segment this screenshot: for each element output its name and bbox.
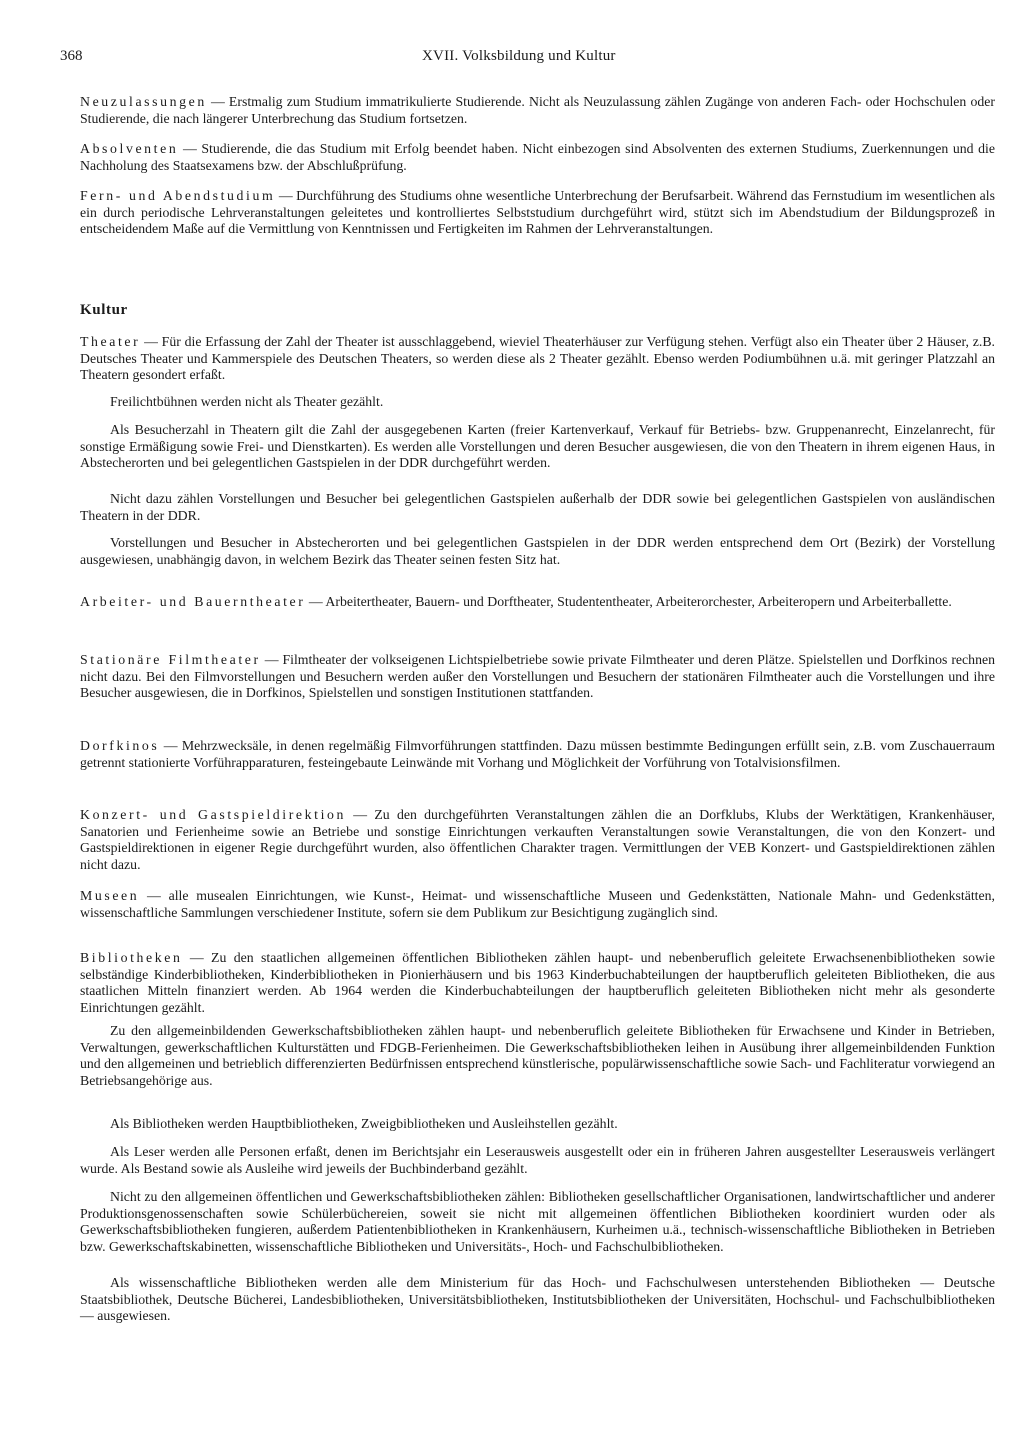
definition-museen [80, 888, 995, 921]
paragraph: Als Bibliotheken werden Hauptbibliotheken, Zweigbibliotheken und Ausleihstellen gezählt. [110, 1116, 618, 1131]
paragraph: Nicht zu den allgemeinen öffentlichen und Gewerkschaftsbibliotheken zählen: Bibliotheken gesellschaftlicher Organisationen, landwirtschaftlicher und anderer Produktionsgenossenschaften sowie Schülerbüchereien, soweit sie nicht mit allgemeinen öffentlichen Bibliotheken koordiniert wurden oder als Gewerkschaftsbibliotheken fungieren, außerdem Patientenbibliotheken in Krankenhäusern, Kurheimen u.ä., technisch-wissenschaftliche Bibliotheken in Betrieben bzw. Gewerkschaftskabinetten, wissenschaftliche Bibliotheken und Universitäts-, Hoch- und Fachschulbibliotheken. [80, 1189, 995, 1254]
definition-arbeiter-und-bauerntheater [80, 594, 995, 611]
definition-neuzulassungen [80, 94, 995, 127]
definition-stationaere-filmtheater [80, 652, 995, 702]
definition-konzert-und-gastspieldirektion [80, 807, 995, 873]
definition-text: — Studierende, die das Studium mit Erfolg beendet haben. Nicht einbezogen sind Absolventen des externen Studiums, Zuerkennungen und die Nachholung des Staatsexamens bzw. der Abschlußprüfung. [80, 141, 995, 173]
paragraph: Als wissenschaftliche Bibliotheken werden alle dem Ministerium für das Hoch- und Fachschulwesen unterstehenden Bibliotheken — Deutsche Staatsbibliothek, Deutsche Bücherei, Landesbibliotheken, Universitätsbibliotheken, Institutsbibliotheken der Universitäten, Hochschul- und Fachschulbibliotheken — ausgewiesen. [80, 1275, 995, 1324]
section-heading-kultur: Kultur [80, 302, 128, 318]
definition-text: — Erstmalig zum Studium immatrikulierte Studierende. Nicht als Neuzulassung zählen Zugänge von anderen Fach- oder Hochschulen oder Studierende, die nach längerer Unterbrechung das Studium fortsetzen. [80, 94, 995, 126]
paragraph: Als Leser werden alle Personen erfaßt, denen im Berichtsjahr ein Leserausweis ausgestellt oder ein in früheren Jahren ausgestellter Leserausweis verlängert wurde. Als Bestand sowie als Ausleihe wird jeweils der Buchbinderband gezählt. [80, 1144, 995, 1176]
term-neuzulassungen: Neuzulassungen [80, 94, 207, 109]
definition-text: — Mehrzwecksäle, in denen regelmäßig Filmvorführungen stattfinden. Dazu müssen bestimmte Bedingungen erfüllt sein, z.B. vom Zuschauerraum getrennt stationierte Vorführapparaturen, festeingebaute Leinwände mit Vorhang und Möglichkeit der Vorführung von Totalvisionsfilmen. [80, 738, 995, 770]
term-theater: Theater [80, 334, 141, 349]
term-fern-und-abendstudium: Fern- und Abendstudium [80, 188, 276, 203]
definition-text: — alle musealen Einrichtungen, wie Kunst-, Heimat- und wissenschaftliche Museen und Gedenkstätten, Nationale Mahn- und Gedenkstätten, wissenschaftliche Sammlungen verschiedener Institute, sofern sie dem Publikum zur Besichtigung zugänglich sind. [80, 888, 995, 920]
paragraph: Zu den allgemeinbildenden Gewerkschaftsbibliotheken zählen haupt- und nebenberuflich geleitete Bibliotheken für Erwachsene und Kinder in Betrieben, Verwaltungen, gewerkschaftlichen Kulturstätten und FDGB-Ferienheimen. Die Gewerkschaftsbibliotheken leihen in Ausübung ihrer allgemeinbildenden Funktion und den allgemeinen und betrieblich differenzierten Bedürfnissen entsprechend künstlerische, populärwissenschaftliche sowie Sach- und Fachliteratur vorwiegend an Betriebsangehörige aus. [80, 1023, 995, 1088]
paragraph: Als Besucherzahl in Theatern gilt die Zahl der ausgegebenen Karten (freier Kartenverkauf, Verkauf für Betriebs- bzw. Gruppenanrecht, Einzelanrecht, für sonstige Ermäßigung sowie Frei- und Dienstkarten). Es werden alle Vorstellungen und deren Besucher ausgewiesen, die von den Theatern in ihrem eigenen Haus, in Abstecherorten und bei gelegentlichen Gastspielen in der DDR durchgeführt werden. [80, 422, 995, 471]
paragraph: Vorstellungen und Besucher in Abstecherorten und bei gelegentlichen Gastspielen in der DDR werden entsprechend dem Ort (Bezirk) der Vorstellung ausgewiesen, unabhängig davon, in welchem Bezirk das Theater seinen festen Sitz hat. [80, 535, 995, 567]
definition-dorfkinos [80, 738, 995, 771]
definition-theater [80, 334, 995, 384]
definition-text: — Für die Erfassung der Zahl der Theater ist ausschlaggebend, wieviel Theaterhäuser zur Verfügung stehen. Verfügt also ein Theater über 2 Häuser, z.B. Deutsches Theater und Kammerspiele des Deutschen Theaters, so werden diese als 2 Theater gezählt. Ebenso werden Podiumbühnen u.ä. mit geringer Platzzahl an Theatern gesondert erfaßt. [80, 334, 995, 383]
paragraph: Nicht dazu zählen Vorstellungen und Besucher bei gelegentlichen Gastspielen außerhalb der DDR sowie bei gelegentlichen Gastspielen von ausländischen Theatern in der DDR. [80, 491, 995, 523]
definition-text: — Durchführung des Studiums ohne wesentliche Unterbrechung der Berufsarbeit. Während das Fernstudium im wesentlichen als ein durch periodische Lehrveranstaltungen geleitetes und kontrolliertes Selbststudium durchgeführt wird, stützt sich im Abendstudium der Bildungsprozeß in entscheidendem Maße auf die Vermittlung von Kenntnissen und Fertigkeiten im Rahmen der Lehrveranstaltungen. [80, 188, 995, 237]
paragraph: Freilichtbühnen werden nicht als Theater gezählt. [110, 394, 384, 409]
definition-text: — Zu den staatlichen allgemeinen öffentlichen Bibliotheken zählen haupt- und nebenberuflich geleitete Erwachsenenbibliotheken sowie selbständige Kinderbibliotheken, Kinderbibliotheken in Pionierhäusern und bis 1963 Kinderbuchabteilungen der hauptberuflich geleiteten Bibliotheken, die aus staatlichen Mitteln finanziert werden. Ab 1964 werden die Kinderbuchabteilungen der hauptberuflich geleiteten Bibliotheken nicht mehr als gesonderte Einrichtungen gezählt. [80, 950, 995, 1015]
term-bibliotheken: Bibliotheken [80, 950, 183, 965]
term-arbeiter-und-bauerntheater: Arbeiter- und Bauerntheater [80, 594, 306, 609]
definition-text: — Zu den durchgeführten Veranstaltungen zählen die an Dorfklubs, Klubs der Werktätigen, Krankenhäuser, Sanatorien und Ferienheime sowie an Betriebe und sonstige Einrichtungen verkauften Veranstaltungen sowie Veranstaltungen, die von den Konzert- und Gastspieldirektionen in eigener Regie durchgeführt wurden, also öffentlichen Charakter tragen. Vermittlungen der VEB Konzert- und Gastspieldirektionen zählen nicht dazu. [80, 807, 995, 872]
definition-text: — Filmtheater der volkseigenen Lichtspielbetriebe sowie private Filmtheater und deren Plätze. Spielstellen und Dorfkinos rechnen nicht dazu. Bei den Filmvorstellungen und Besuchern werden außer den Vorstellungen und Besuchern der stationären Filmtheater auch die Vorstellungen und ihre Besucher ausgewiesen, die in Dorfkinos, Spielstellen und sonstigen Institutionen stattfanden. [80, 652, 995, 701]
definition-fern-und-abendstudium [80, 188, 995, 238]
running-head [60, 48, 964, 68]
term-dorfkinos: Dorfkinos [80, 738, 160, 753]
term-konzert-und-gastspieldirektion: Konzert- und Gastspieldirektion [80, 807, 347, 822]
section-title: XVII. Volksbildung und Kultur [422, 48, 616, 64]
term-stationaere-filmtheater: Stationäre Filmtheater [80, 652, 261, 667]
page-number: 368 [60, 48, 83, 64]
term-museen: Museen [80, 888, 140, 903]
term-absolventen: Absolventen [80, 141, 179, 156]
definition-bibliotheken [80, 950, 995, 1016]
definition-text: — Arbeitertheater, Bauern- und Dorftheater, Studententheater, Arbeiterorchester, Arbeiteropern und Arbeiterballette. [305, 594, 952, 609]
definition-absolventen [80, 141, 995, 174]
